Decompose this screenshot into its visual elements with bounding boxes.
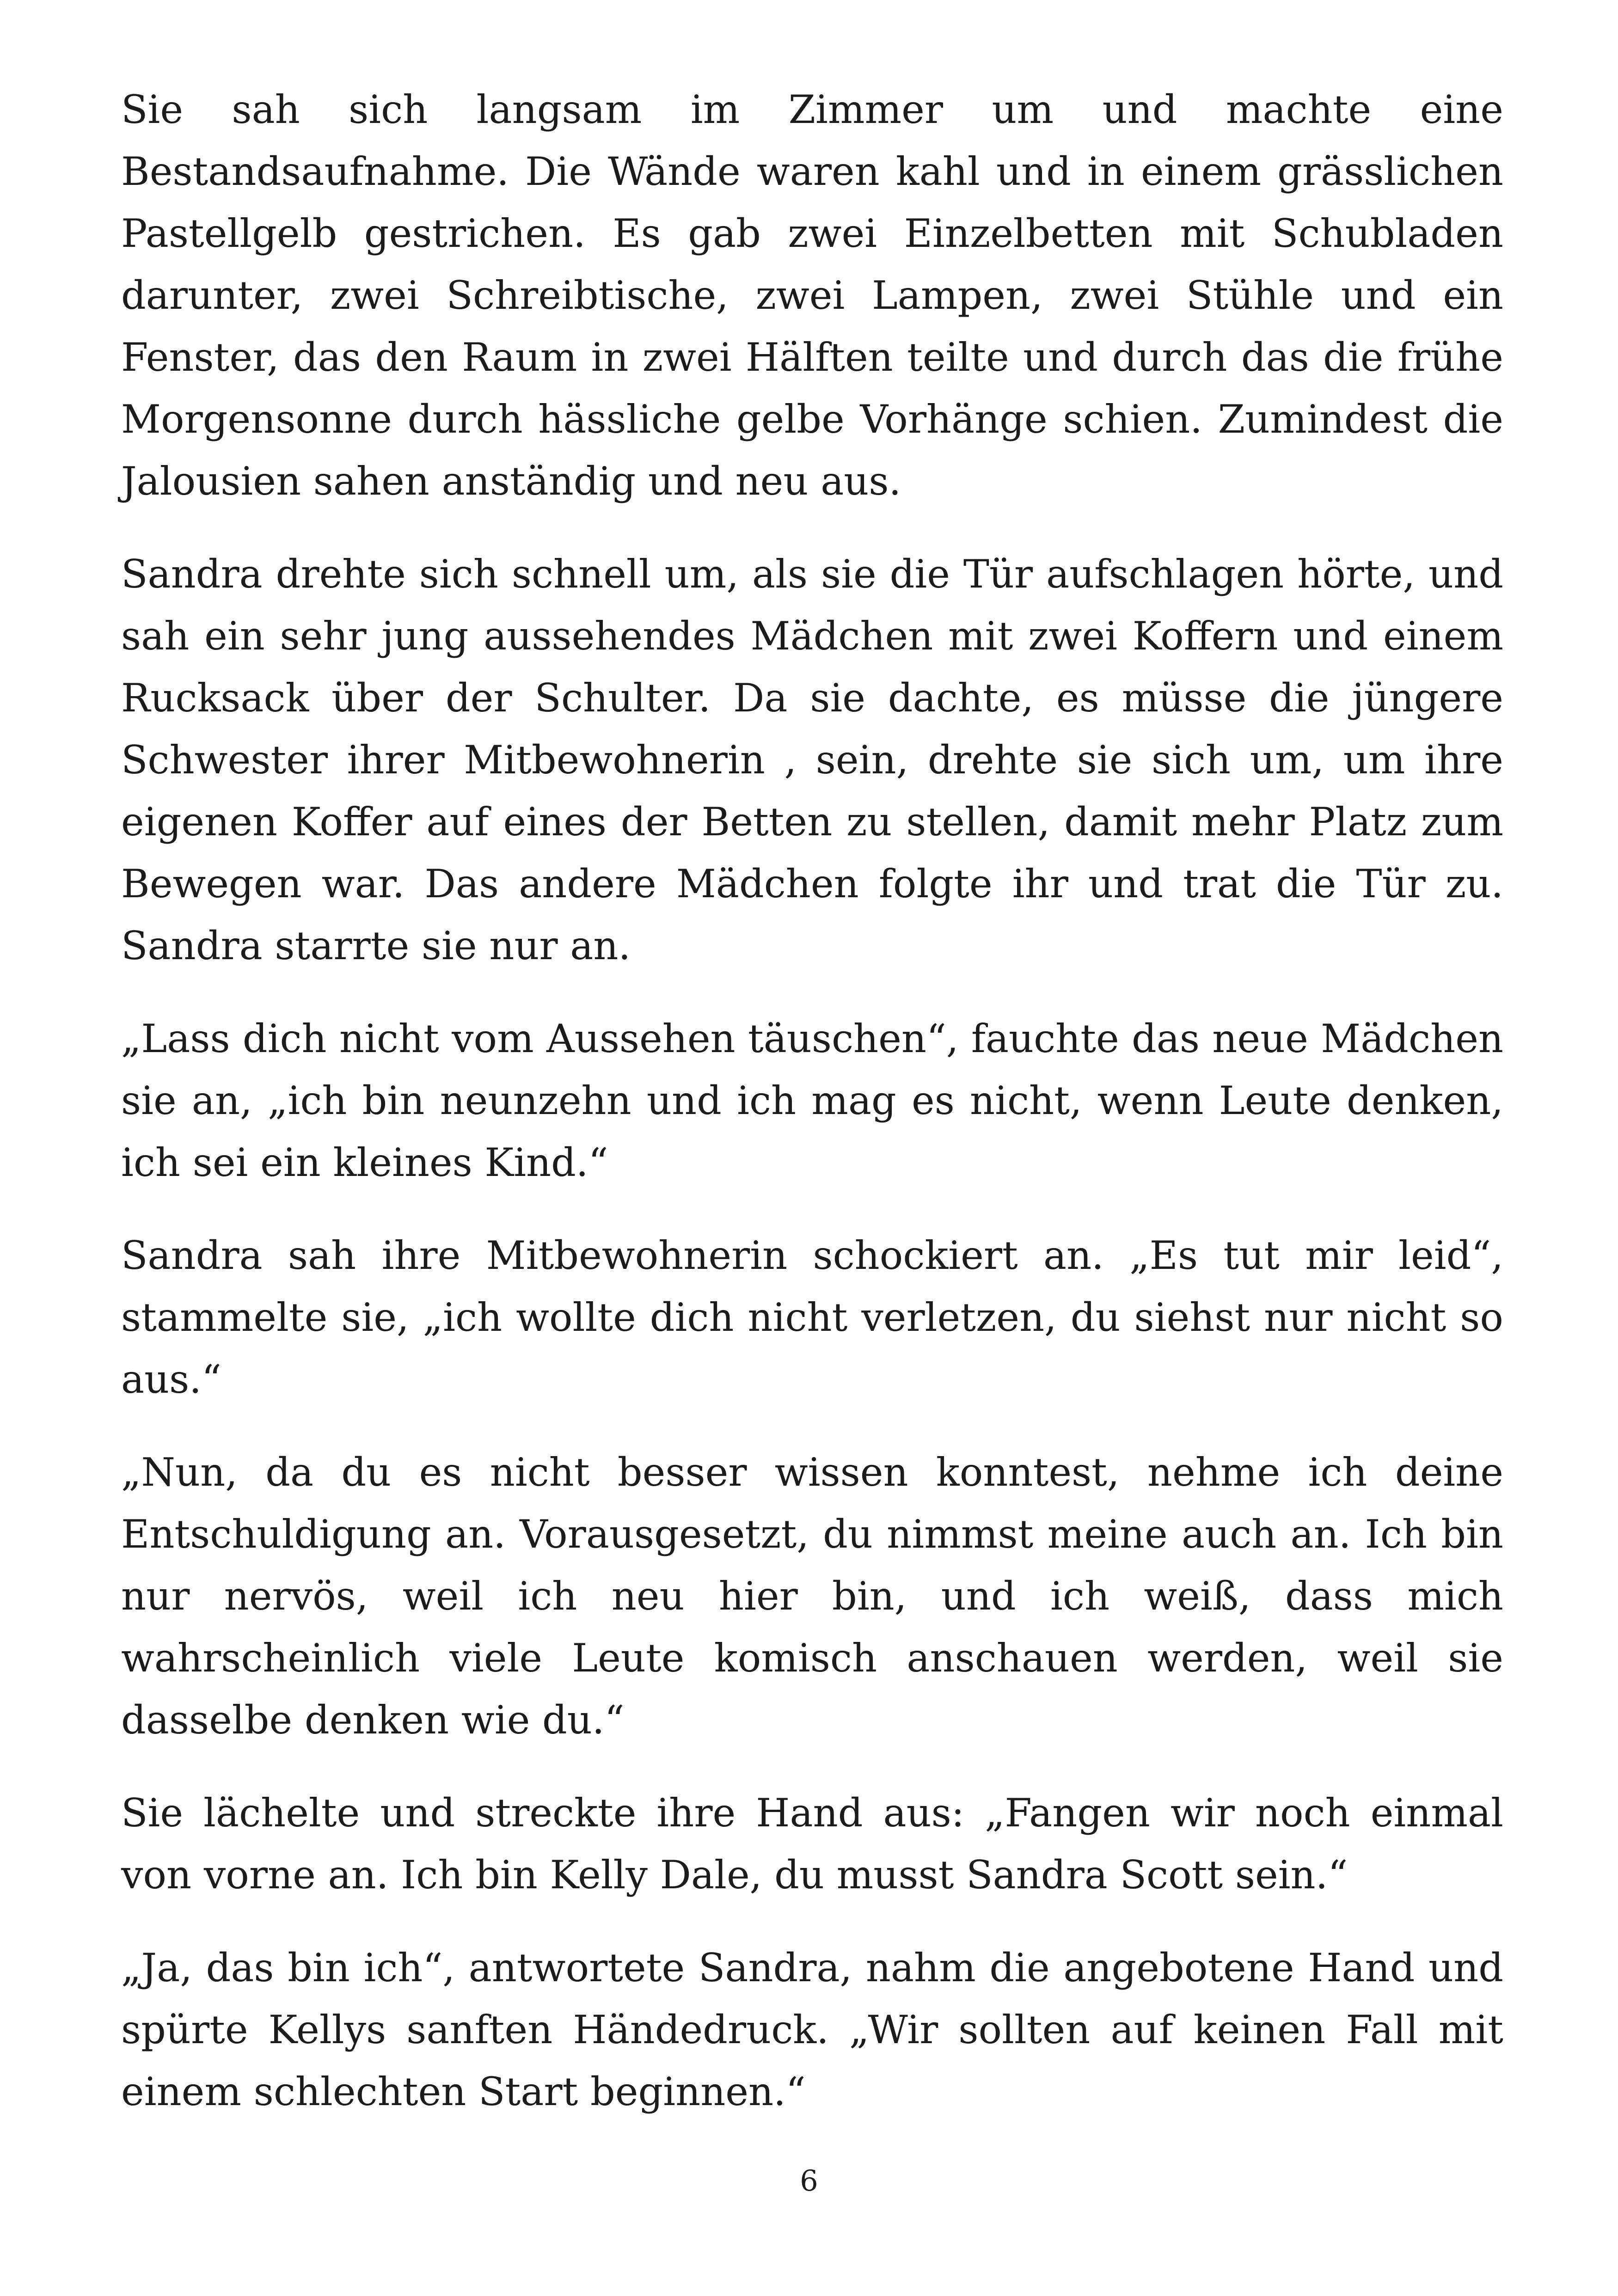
- paragraph-6: Sie lächelte und streckte ihre Hand aus: „Fangen wir noch einmal von vorne an. Ich bin Kelly Dale, du musst Sandra Scott sein.“: [121, 1790, 1503, 1898]
- paragraph-5: „Nun, da du es nicht besser wissen konntest, nehme ich deine Entschuldigung an. Vorausgesetzt, du nimmst meine auch an. Ich bin nur nervös, weil ich neu hier bin, und ich weiß, dass mich wahrscheinlich viele Leute komisch anschauen werden, weil sie dasselbe denken wie du.“: [121, 1450, 1503, 1743]
- paragraph-4: Sandra sah ihre Mitbewohnerin schockiert an. „Es tut mir leid“, stammelte sie, „ich wollte dich nicht verletzen, du siehst nur nicht so aus.“: [121, 1233, 1503, 1402]
- paragraph-3: „Lass dich nicht vom Aussehen täuschen“, fauchte das neue Mädchen sie an, „ich bin neunzehn und ich mag es nicht, wenn Leute denken, ich sei ein kleines Kind.“: [121, 1016, 1503, 1185]
- paragraph-1: Sie sah sich langsam im Zimmer um und machte eine Bestandsaufnahme. Die Wände waren kahl und in einem grässlichen Pastellgelb gestrichen. Es gab zwei Einzelbetten mit Schubladen darunter, zwei Schreibtische, zwei Lampen, zwei Stühle und ein Fenster, das den Raum in zwei Hälften teilte und durch das die frühe Morgensonne durch hässliche gelbe Vorhänge schien. Zumindest die Jalousien sahen anständig und neu aus.: [121, 87, 1503, 504]
- page-number: 6: [800, 2164, 818, 2198]
- body-text: [121, 79, 1503, 2154]
- paragraph-7: „Ja, das bin ich“, antwortete Sandra, nahm die angebotene Hand und spürte Kellys sanften Händedruck. „Wir sollten auf keinen Fall mit einem schlechten Start beginnen.“: [121, 1945, 1503, 2114]
- paragraph-2: Sandra drehte sich schnell um, als sie die Tür aufschlagen hörte, und sah ein sehr jung aussehendes Mädchen mit zwei Koffern und einem Rucksack über der Schulter. Da sie dachte, es müsse die jüngere Schwester ihrer Mitbewohnerin , sein, drehte sie sich um, um ihre eigenen Koffer auf eines der Betten zu stellen, damit mehr Platz zum Bewegen war. Das andere Mädchen folgte ihr und trat die Tür zu. Sandra starrte sie nur an.: [121, 551, 1503, 968]
